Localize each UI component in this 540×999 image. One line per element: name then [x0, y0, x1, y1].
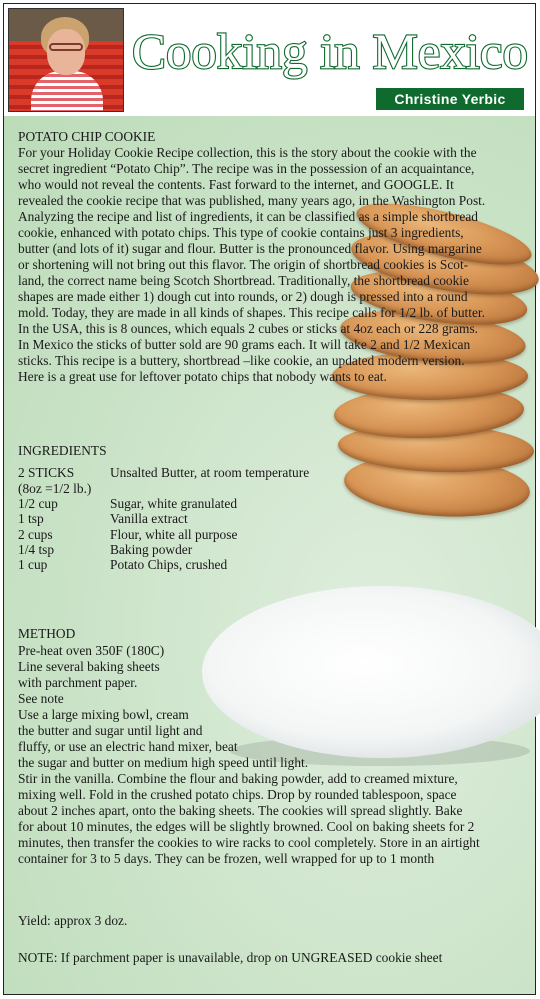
- method-steps-long: [18, 771, 524, 867]
- column-title: Cooking in Mexico: [132, 23, 528, 79]
- intro-line: revealed the cookie recipe that was published, many years ago, in the Washington Post.: [18, 193, 486, 208]
- intro-line: sticks. This recipe is a buttery, shortbread –like cookie, an updated modern version.: [18, 353, 465, 368]
- ingredient-qty: 1/4 tsp: [18, 542, 55, 557]
- method-line: Stir in the vanilla. Combine the flour and baking powder, add to creamed mixture,: [18, 771, 458, 786]
- intro-line: who would not reveal the contents. Fast forward to the internet, and GOOGLE. It: [18, 177, 454, 192]
- article-heading: POTATO CHIP COOKIE: [18, 129, 156, 144]
- ingredients-heading: INGREDIENTS: [18, 443, 107, 458]
- intro-line: In Mexico the sticks of butter sold are 90 grams each. It will take 2 and 1/2 Mexican: [18, 337, 471, 352]
- ingredient-qty: 1/2 cup: [18, 496, 58, 511]
- author-photo: [8, 8, 124, 112]
- recipe-yield: Yield: approx 3 doz.: [18, 913, 128, 928]
- ingredient-qty: 1 tsp: [18, 511, 44, 526]
- method-line: container for 3 to 5 days. They can be frozen, well wrapped for up to 1 month: [18, 851, 435, 866]
- method-line: for about 10 minutes, the edges will be slightly browned. Cool on baking sheets for 2: [18, 819, 475, 834]
- intro-line: land, the correct name being Scotch Shortbread. Traditionally, the shortbread cookie: [18, 273, 469, 288]
- ingredient-item: Potato Chips, crushed: [110, 557, 228, 572]
- intro-line: In the USA, this is 8 ounces, which equals 2 cubes or sticks at 4oz each or 228 grams.: [18, 321, 479, 336]
- method-line: minutes, then transfer the cookies to wire racks to cool completely. Store in an airtight: [18, 835, 480, 850]
- method-line: fluffy, or use an electric hand mixer, beat: [18, 739, 238, 754]
- ingredient-item: Vanilla extract: [110, 511, 188, 526]
- ingredient-qty: (8oz =1/2 lb.): [18, 481, 92, 496]
- column-header: [4, 4, 535, 116]
- method-line: Pre-heat oven 350F (180C): [18, 643, 165, 658]
- method-line: See note: [18, 691, 64, 706]
- column-title-logo: [130, 18, 530, 84]
- method-line: Use a large mixing bowl, cream: [18, 707, 189, 722]
- intro-line: cookie, enhanced with potato chips. This type of cookie contains just 3 ingredients,: [18, 225, 464, 240]
- method-heading: METHOD: [18, 626, 76, 641]
- ingredient-item: Flour, white all purpose: [110, 527, 238, 542]
- method-line: mixing well. Fold in the crushed potato chips. Drop by rounded tablespoon, space: [18, 787, 457, 802]
- ingredient-qty: 1 cup: [18, 557, 48, 572]
- page-frame: [3, 3, 536, 995]
- intro-line: mold. Today, they are made in all kinds of shapes. This recipe calls for 1/2 lb. of butter.: [18, 305, 486, 320]
- intro-line: secret ingredient “Potato Chip”. The recipe was in the possession of an acquaintance,: [18, 161, 475, 176]
- recipe-note: NOTE: If parchment paper is unavailable, drop on UNGREASED cookie sheet: [18, 950, 443, 965]
- ingredient-item: Unsalted Butter, at room temperature: [110, 465, 310, 480]
- method-line: the butter and sugar until light and: [18, 723, 203, 738]
- article-body: [4, 116, 535, 994]
- intro-line: shapes are made either 1) dough cut into rounds, or 2) dough is pressed into a round: [18, 289, 468, 304]
- intro-line: or shortening will not bring out this flavor. The origin of shortbread cookies is Scot-: [18, 257, 469, 272]
- ingredient-item: Sugar, white granulated: [110, 496, 238, 511]
- intro-line: Here is a great use for leftover potato chips that nobody wants to eat.: [18, 369, 387, 384]
- method-line: the sugar and butter on medium high speed until light.: [18, 755, 309, 770]
- method-line: about 2 inches apart, onto the baking sheets. The cookies will spread slightly. Bake: [18, 803, 463, 818]
- intro-line: Analyzing the recipe and list of ingredients, it can be classified as a simple shortbread: [18, 209, 478, 224]
- ingredient-qty: 2 STICKS: [18, 465, 75, 480]
- intro-line: For your Holiday Cookie Recipe collection, this is the story about the cookie with the: [18, 145, 477, 160]
- intro-line: butter (and lots of it) sugar and flour. Butter is the pronounced flavor. Using margarine: [18, 241, 482, 256]
- ingredient-item: Baking powder: [110, 542, 193, 557]
- author-badge: Christine Yerbic: [376, 88, 524, 110]
- ingredients-list: [18, 465, 524, 585]
- method-steps-short: [18, 643, 438, 771]
- ingredient-qty: 2 cups: [18, 527, 53, 542]
- method-line: with parchment paper.: [18, 675, 138, 690]
- method-line: Line several baking sheets: [18, 659, 160, 674]
- article-intro: [18, 145, 524, 385]
